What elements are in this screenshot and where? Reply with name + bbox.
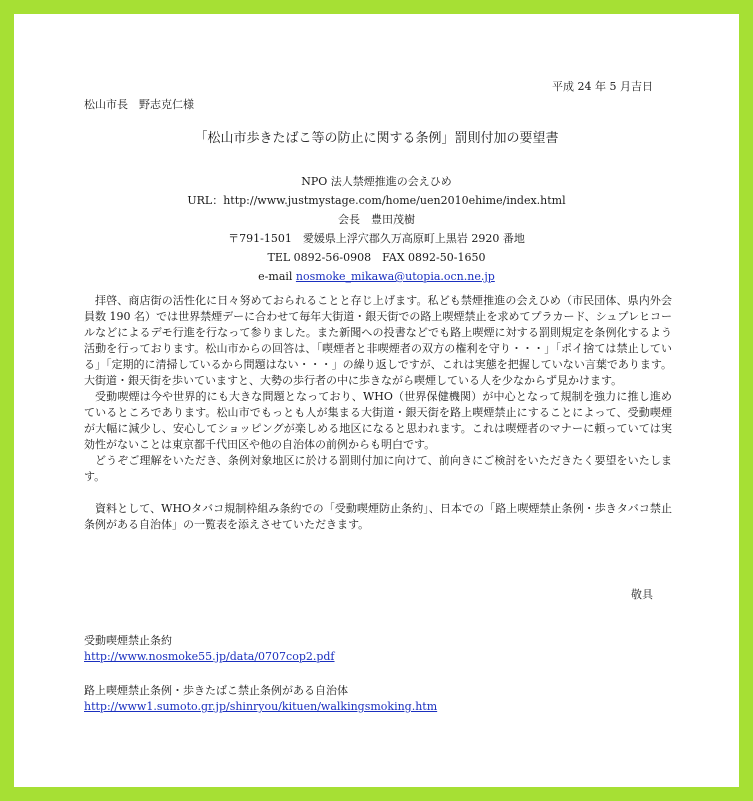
body-paragraph-1: 拝啓、商店街の活性化に日々努めておられることと存じ上げます。私ども禁煙推進の会えひめ（市民団体、県内外会員数 190 名）では世界禁煙デーに合わせて毎年大街道・銀天街での路上喫煙禁止を求めてプラカード、シュプレヒコールなどによるデモ行進を行なって参りました。また新聞への投書などでも路上喫煙に対する罰則規定を条例化するよう活動を行っております。松山市からの回答は、「喫煙者と非喫煙者の双方の権利を守り・・・」「ポイ捨ては禁止している」「定期的に清掃しているから問題はない・・・」の繰り返しですが、これは実態を把握していない言葉であります。大街道・銀天街を歩いていますと、大勢の歩行者の中に歩きながら喫煙している人を少なからず見かけます。: [84, 294, 672, 387]
letter-body: [84, 293, 672, 533]
paragraph-spacer: [84, 485, 672, 501]
sender-chair: 会長 豊田茂樹: [338, 213, 415, 226]
email-link[interactable]: nosmoke_mikawa@utopia.ocn.ne.jp: [295, 270, 495, 283]
closing-keigu: 敬具: [631, 588, 653, 601]
letter-date: 平成 24 年 5 月吉日: [552, 80, 653, 93]
body-paragraph-3: どうぞご理解をいただき、条例対象地区に於ける罰則付加に向けて、前向きにご検討をいただきたく要望をいたします。: [84, 454, 672, 483]
references-block: [84, 633, 437, 715]
recipient-line: 松山市長 野志克仁様: [84, 98, 194, 111]
body-paragraph-4: 資料として、WHOタバコ規制枠組み条約での「受動喫煙防止条約」、日本での「路上喫煙禁止条例・歩きタバコ禁止条例がある自治体」の一覧表を添えさせていただきます。: [84, 502, 672, 531]
reference-link-2[interactable]: http://www1.sumoto.gr.jp/shinryou/kituen/walkingsmoking.htm: [84, 700, 438, 713]
letter-title: 「松山市歩きたばこ等の防止に関する条例」罰則付加の要望書: [194, 131, 559, 146]
body-paragraph-2: 受動喫煙は今や世界的にも大きな問題となっており、WHO（世界保健機関）が中心となって規制を強力に推し進めているところであります。松山市でもっとも人が集まる大街道・銀天街を路上喫煙禁止にすることによって、受動喫煙が大幅に減少し、安心してショッピングが楽しめる地区になると思われます。これは喫煙者のマナーに頼っていては実効性がないことは東京都千代田区や他の自治体の前例からも明白です。: [84, 390, 672, 451]
sender-org: NPO 法人禁煙推進の会えひめ: [301, 175, 452, 188]
reference-label-1: 受動喫煙禁止条約: [84, 634, 172, 647]
sender-address: 〒791-1501 愛媛県上浮穴郡久万高原町上黒岩 2920 番地: [228, 232, 525, 245]
sender-email-line: [0, 267, 753, 286]
reference-label-2: 路上喫煙禁止条例・歩きたばこ禁止条例がある自治体: [84, 684, 348, 697]
sender-phone: TEL 0892-56-0908 FAX 0892-50-1650: [267, 251, 486, 264]
reference-link-1[interactable]: http://www.nosmoke55.jp/data/0707cop2.pdf: [84, 650, 335, 663]
sender-block: [0, 172, 753, 286]
sender-url: URL：http://www.justmystage.com/home/uen2010ehime/index.html: [187, 194, 566, 207]
email-label: e-mail: [258, 270, 296, 283]
reference-spacer: [84, 665, 437, 683]
